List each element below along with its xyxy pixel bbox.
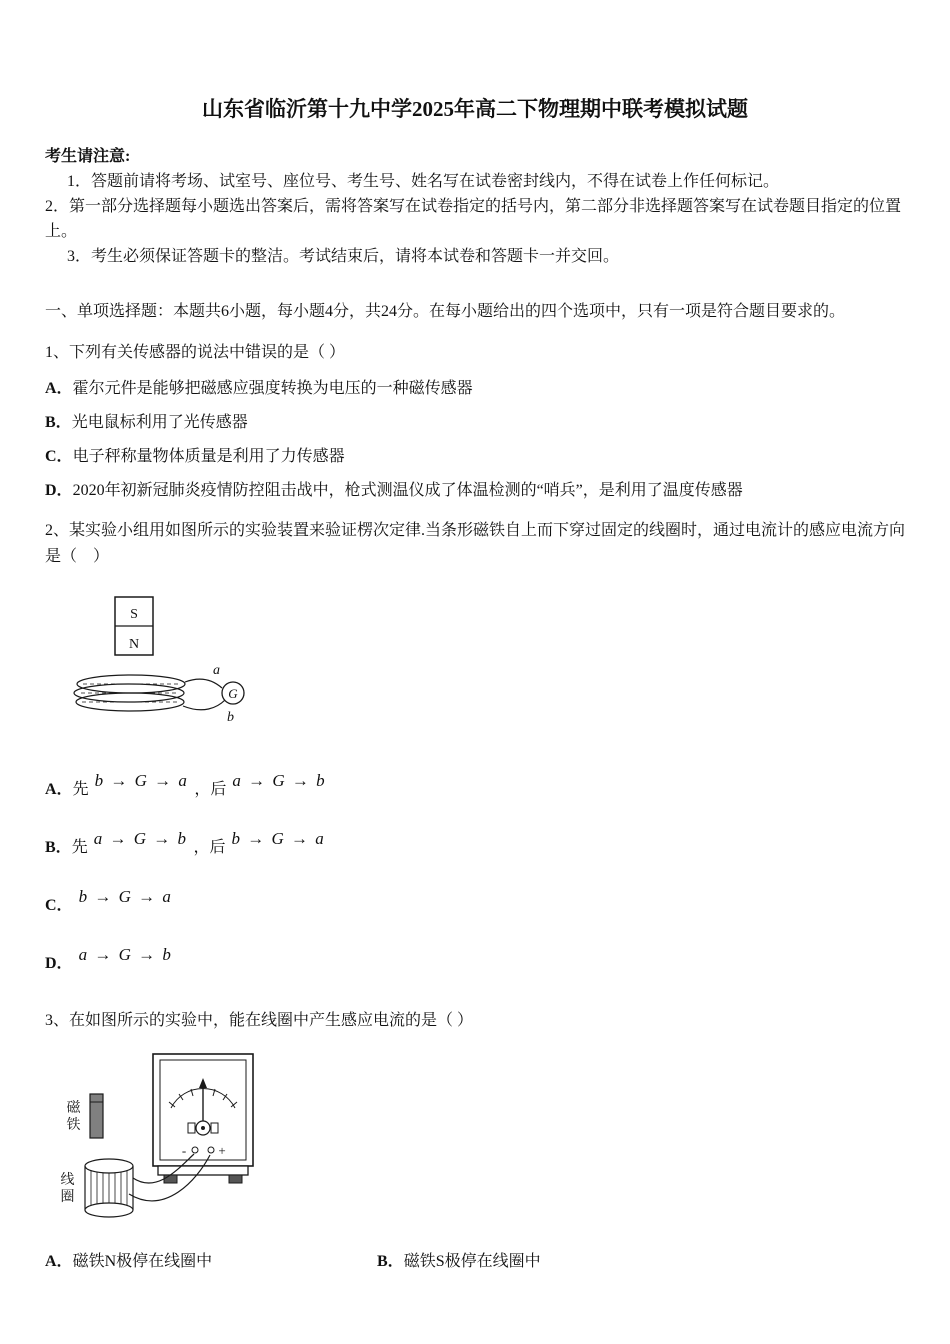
q2-option-b-seq2: b → G → a — [231, 829, 326, 848]
q1-option-a-label: A． — [45, 380, 73, 397]
coil — [74, 675, 185, 711]
terminal-minus-label: - — [181, 1143, 187, 1158]
q2-option-a-seq1: b → G → a — [94, 771, 189, 790]
question-2 — [45, 518, 905, 978]
terminal-b-label: b — [227, 710, 234, 725]
notice-item-1: 1．答题前请将考场、试室号、座位号、考生号、姓名写在试卷密封线内，不得在试卷上作任何标记。 — [67, 173, 780, 190]
galvanometer-label: G — [228, 686, 238, 701]
galvanometer — [222, 682, 244, 704]
q2-option-c-seq1: b → G → a — [78, 887, 173, 906]
question-3 — [45, 1008, 905, 1271]
q2-option-b-pre: 先 — [71, 839, 88, 856]
q2-figure-drawing — [67, 594, 297, 734]
q2-option-a — [45, 771, 905, 804]
q2-figure — [67, 594, 297, 734]
section-1-header: 一、单项选择题：本题共6小题，每小题4分，共24分。在每小题给出的四个选项中，只有一项是符合题目要求的。 — [45, 303, 846, 320]
q2-option-a-pre: 先 — [72, 781, 89, 798]
q2-option-b-seq1: a → G → b — [93, 829, 188, 848]
q1-option-b — [45, 412, 905, 434]
q1-option-a-text: 霍尔元件是能够把磁感应强度转换为电压的一种磁传感器 — [72, 380, 473, 397]
q3-option-b-label: B． — [377, 1253, 404, 1270]
q3-option-b-text: 磁铁S极停在线圈中 — [403, 1253, 541, 1270]
q3-options — [45, 1248, 905, 1271]
magnet-pole-s-label: S — [130, 607, 138, 622]
wires — [183, 679, 225, 710]
page-title: 山东省临沂第十九中学2025年高二下物理期中联考模拟试题 — [202, 97, 748, 121]
coil-label: 线圈 — [60, 1173, 75, 1205]
q3-option-a — [45, 1248, 377, 1271]
terminal-plus-label: + — [218, 1143, 226, 1158]
question-1 — [45, 340, 905, 502]
q2-option-d-seq1: a → G → b — [78, 945, 173, 964]
q2-option-d — [45, 945, 905, 978]
q1-option-d — [45, 480, 905, 502]
q3-figure-drawing — [57, 1048, 297, 1234]
q2-option-b-label: B． — [45, 839, 72, 856]
magnet-rod — [90, 1094, 103, 1138]
q2-option-b-mid: ，后 — [193, 839, 226, 856]
q1-option-c-label: C． — [45, 448, 73, 465]
q1-stem: 1、下列有关传感器的说法中错误的是（ ） — [45, 344, 346, 361]
q1-option-c-text: 电子秤称量物体质量是利用了力传感器 — [72, 448, 345, 465]
q3-option-b — [377, 1248, 541, 1271]
q1-option-a — [45, 378, 905, 400]
q2-stem: 2、某实验小组用如图所示的实验装置来验证楞次定律.当条形磁铁自上而下穿过固定的线圈时，通过电流计的感应电流方向是（ ） — [45, 522, 906, 565]
q3-option-a-label: A． — [45, 1253, 73, 1270]
meter-body — [153, 1054, 253, 1183]
q2-option-c-label: C． — [45, 897, 73, 914]
q3-figure — [57, 1048, 297, 1234]
q3-stem: 3、在如图所示的实验中，能在线圈中产生感应电流的是（ ） — [45, 1012, 474, 1029]
terminal-a-label: a — [213, 663, 220, 678]
q2-option-a-seq2: a → G → b — [232, 771, 327, 790]
q1-option-b-text: 光电鼠标利用了光传感器 — [71, 414, 248, 431]
q1-option-d-text: 2020年初新冠肺炎疫情防控阻击战中，枪式测温仪成了体温检测的“哨兵”，是利用了温度传感器 — [72, 482, 743, 499]
magnet-label: 磁铁 — [66, 1101, 81, 1133]
notice-header: 考生请注意: — [45, 148, 131, 165]
q2-option-a-label: A． — [45, 781, 73, 798]
q1-option-c — [45, 446, 905, 468]
notice-item-3: 3．考生必须保证答题卡的整洁。考试结束后，请将本试卷和答题卡一并交回。 — [67, 248, 620, 265]
notice-item-2: 2．第一部分选择题每小题选出答案后，需将答案写在试卷指定的括号内，第二部分非选择题答案写在试卷题目指定的位置上。 — [45, 198, 902, 240]
q2-option-d-label: D． — [45, 955, 73, 972]
bar-magnet — [115, 597, 153, 655]
magnet-pole-n-label: N — [128, 637, 140, 652]
coil-cylinder — [85, 1159, 133, 1217]
q2-options — [45, 771, 905, 978]
q1-option-d-label: D． — [45, 482, 73, 499]
q3-option-a-text: 磁铁N极停在线圈中 — [72, 1253, 213, 1270]
q1-option-b-label: B． — [45, 414, 72, 431]
q2-option-c — [45, 887, 905, 920]
q2-option-b — [45, 829, 905, 862]
q2-option-a-mid: ，后 — [194, 781, 227, 798]
